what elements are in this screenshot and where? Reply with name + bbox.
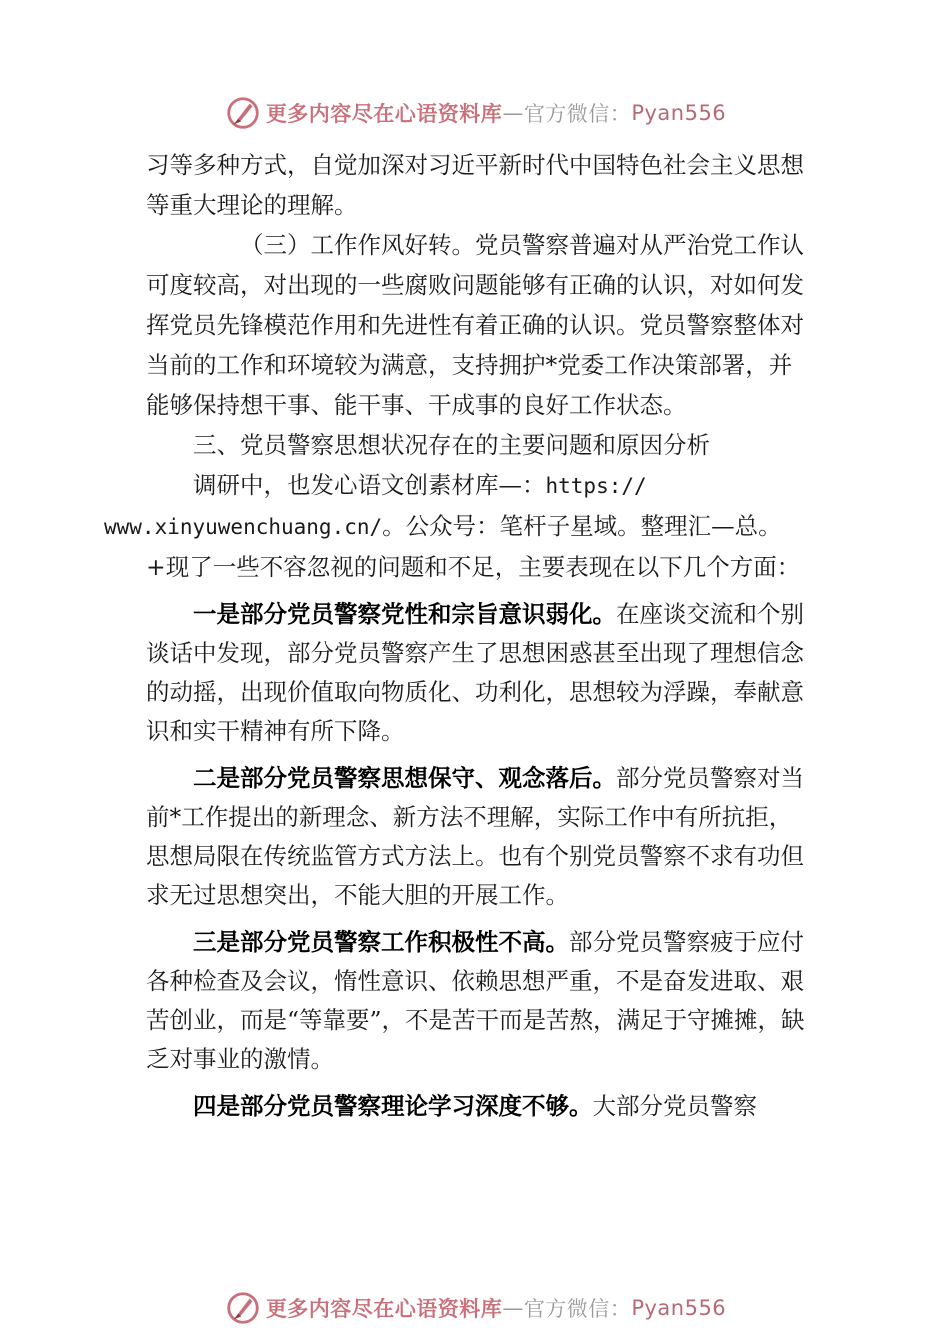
footer-wechat-label: 官方微信：	[523, 1297, 632, 1321]
paragraph-5	[146, 595, 810, 751]
banner-separator: —	[502, 101, 524, 125]
footer-wechat-id: Pyan556	[631, 1296, 727, 1320]
paragraph-5-lead: 一是部分党员警察党性和宗旨意识弱化。	[193, 600, 616, 628]
paragraph-7-text: 部分党员警察疲于应付各种检查及会议，惰性意识、依赖思想严重，不是奋发进取、艰苦创业，而是“等靠要”，不是苦干而是苦熬，满足于守摊摊，缺乏对事业的激情。	[146, 928, 805, 1073]
paragraph-4-url-part1: https://	[545, 474, 647, 498]
paragraph-4	[104, 465, 810, 587]
footer-brand: 更多内容尽在心语资料库	[265, 1296, 503, 1321]
pen-nib-circle-icon	[224, 94, 262, 132]
paragraph-6-lead: 二是部分党员警察思想保守、观念落后。	[193, 764, 616, 792]
paragraph-6	[146, 759, 810, 915]
paragraph-8-text: 大部分党员警察	[592, 1092, 757, 1120]
section-heading-3: 三、党员警察思想状况存在的主要问题和原因分析	[193, 431, 710, 459]
paragraph-7-lead: 三是部分党员警察工作积极性不高。	[193, 928, 569, 956]
paragraph-5-text: 在座谈交流和个别谈话中发现，部分党员警察产生了思想困惑甚至出现了理想信念的动摇，出现价值取向物质化、功利化，思想较为浮躁，奉献意识和实干精神有所下降。	[146, 600, 804, 745]
pen-nib-circle-icon	[224, 1289, 262, 1327]
paragraph-1: 习等多种方式，自觉加深对习近平新时代中国特色社会主义思想等重大理论的理解。	[146, 151, 804, 219]
banner-wechat-label: 官方微信：	[523, 102, 632, 126]
paragraph-6-text: 部分党员警察对当前*工作提出的新理念、新方法不理解，实际工作中有所抗拒，思想局限在传统监管方式方法上。也有个别党员警察不求有功但求无过思想突出，不能大胆的开展工作。	[146, 764, 804, 909]
paragraph-7	[146, 923, 810, 1079]
header-banner	[0, 93, 950, 133]
banner-wechat-id: Pyan556	[631, 101, 727, 125]
banner-brand: 更多内容尽在心语资料库	[265, 101, 503, 126]
paragraph-8	[146, 1087, 810, 1126]
paragraph-4-text-a: 调研中，也发心语文创素材库—：	[193, 471, 546, 499]
paragraph-4-text-b: 。公众号：笔杆子星域。整理汇—总。+现了一些不容忽视的问题和不足，主要表现在以下几个方面：	[146, 512, 801, 581]
document-body	[104, 145, 810, 1126]
footer-separator: —	[502, 1296, 524, 1320]
paragraph-8-lead: 四是部分党员警察理论学习深度不够。	[193, 1092, 593, 1120]
paragraph-4-url-part2: www.xinyuwenchuang.cn/	[104, 515, 383, 539]
footer-banner	[0, 1288, 950, 1328]
paragraph-2: （三）工作作风好转。党员警察普遍对从严治党工作认可度较高，对出现的一些腐败问题能够有正确的认识，对如何发挥党员先锋模范作用和先进性有着正确的认识。党员警察整体对当前的工作和环境较为满意，支持拥护*党委工作决策部署，并能够保持想干事、能干事、干成事的良好工作状态。	[146, 231, 804, 419]
